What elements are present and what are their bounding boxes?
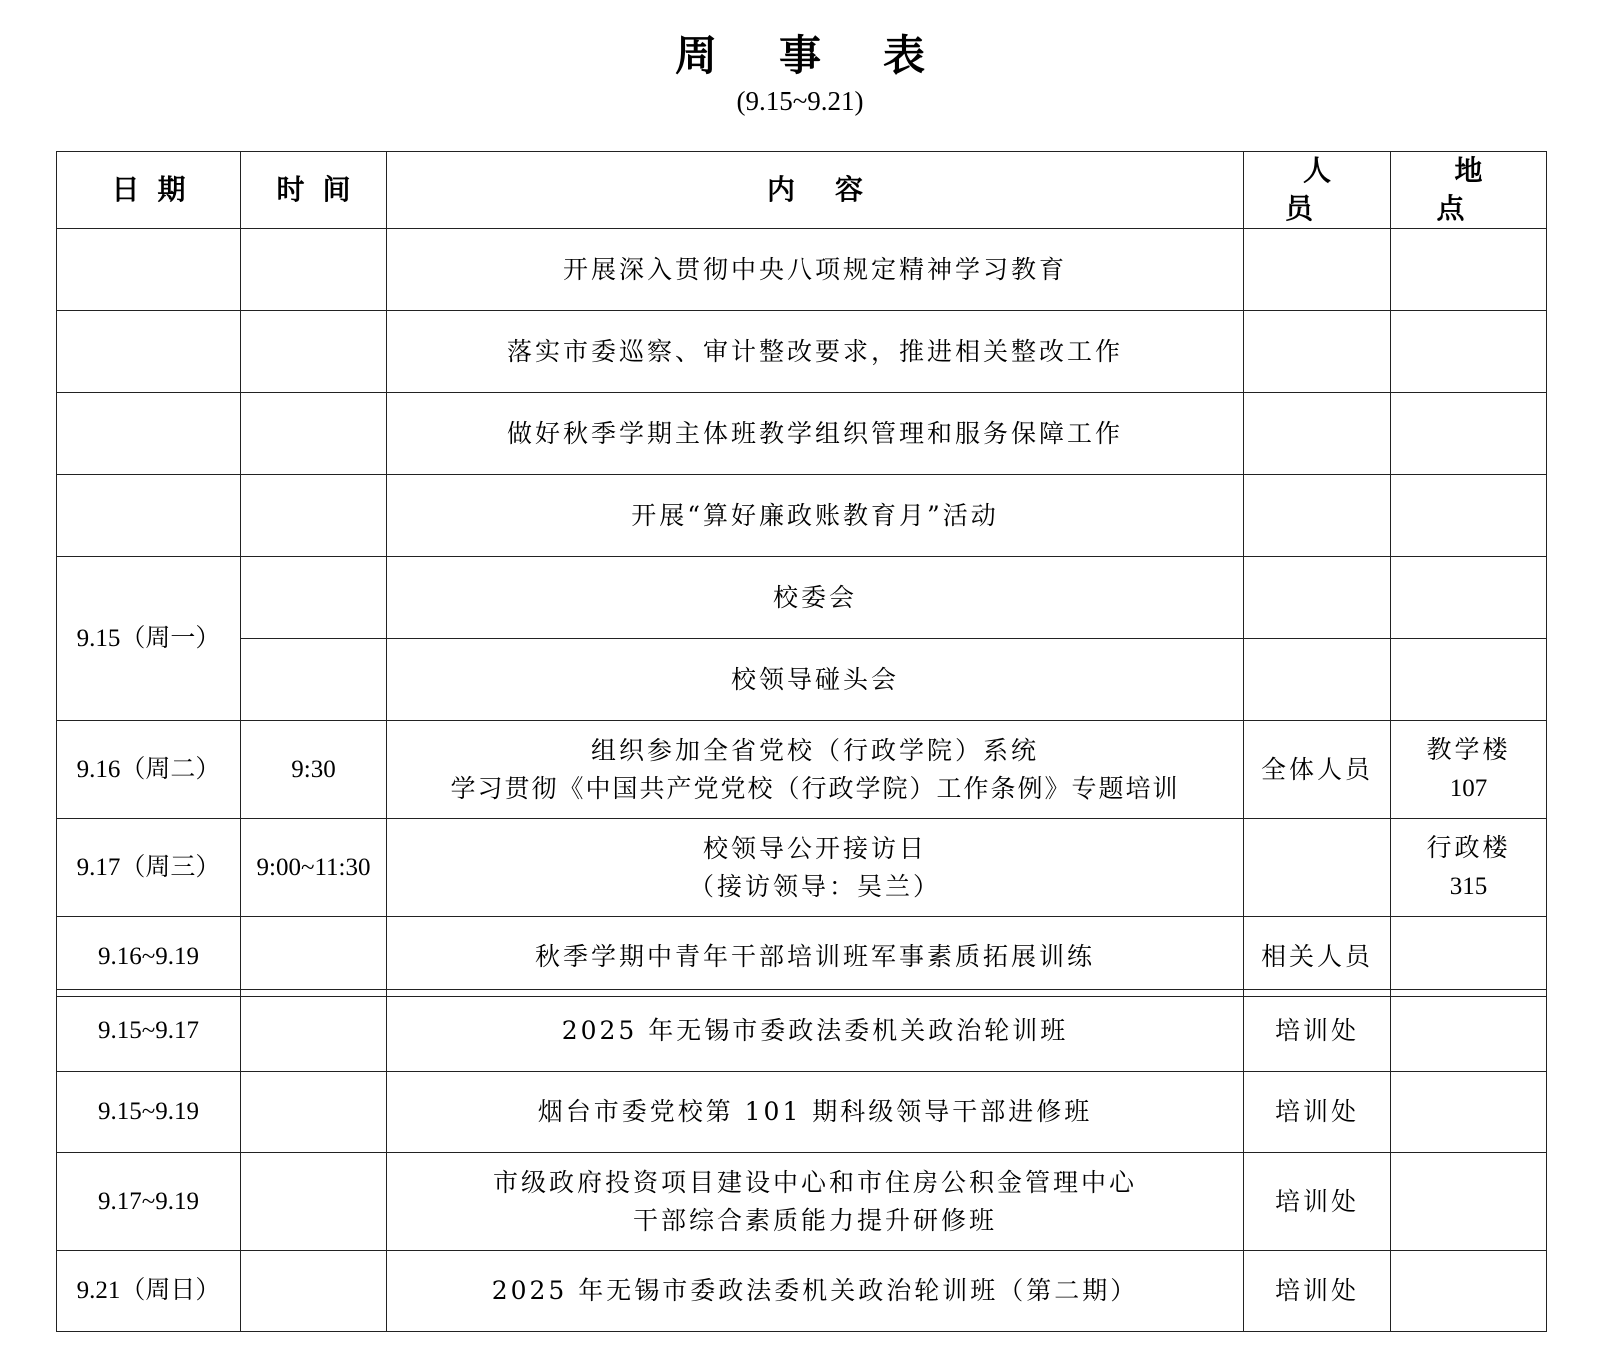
- training-schedule-table: [56, 989, 1547, 1332]
- place-cell: [1391, 475, 1547, 557]
- time-cell: [241, 311, 387, 393]
- time-cell: [241, 639, 387, 721]
- content-line: 校领导公开接访日: [702, 833, 927, 863]
- content-cell: 校领导碰头会: [387, 639, 1244, 721]
- people-cell: [1244, 819, 1391, 917]
- people-cell: 相关人员: [1244, 917, 1391, 997]
- time-cell: [241, 557, 387, 639]
- date-cell: 9.15~9.17: [57, 990, 241, 1072]
- content-cell: 烟台市委党校第 101 期科级领导干部进修班: [387, 1072, 1244, 1153]
- place-cell: [1391, 917, 1547, 997]
- people-cell: 培训处: [1244, 1251, 1391, 1332]
- table-row: [57, 229, 1547, 311]
- time-cell: [241, 475, 387, 557]
- people-cell: [1244, 639, 1391, 721]
- time-cell: [241, 229, 387, 311]
- date-cell: 9.16~9.19: [57, 917, 241, 997]
- table-row: [57, 393, 1547, 475]
- content-cell: 秋季学期中青年干部培训班军事素质拓展训练: [387, 917, 1244, 997]
- date-cell: [57, 229, 241, 311]
- place-cell: [1391, 393, 1547, 475]
- place-line: 107: [1449, 774, 1488, 802]
- weekly-schedule-table: [56, 151, 1547, 997]
- content-cell: 开展“算好廉政账教育月”活动: [387, 475, 1244, 557]
- header-time: 时间: [241, 152, 387, 229]
- place-cell: [1391, 1251, 1547, 1332]
- content-cell: 2025 年无锡市委政法委机关政治轮训班（第二期）: [387, 1251, 1244, 1332]
- place-cell: [1391, 311, 1547, 393]
- time-cell: 9:00~11:30: [241, 819, 387, 917]
- people-cell: [1244, 229, 1391, 311]
- place-cell: [1391, 557, 1547, 639]
- header-row: [57, 152, 1547, 229]
- time-cell: 9:30: [241, 721, 387, 819]
- date-cell: [57, 393, 241, 475]
- place-cell: [1391, 819, 1547, 917]
- table-row: [57, 475, 1547, 557]
- header-date: 日期: [57, 152, 241, 229]
- place-cell: [1391, 990, 1547, 1072]
- header-people: 人员: [1244, 152, 1391, 229]
- table-row: [57, 1072, 1547, 1153]
- date-cell: 9.17~9.19: [57, 1153, 241, 1251]
- page-title: 周事表: [674, 31, 987, 80]
- time-cell: [241, 1072, 387, 1153]
- people-cell: [1244, 557, 1391, 639]
- people-cell: [1244, 393, 1391, 475]
- content-cell: 开展深入贯彻中央八项规定精神学习教育: [387, 229, 1244, 311]
- place-cell: [1391, 639, 1547, 721]
- table-row: [57, 1251, 1547, 1332]
- time-cell: [241, 1251, 387, 1332]
- content-cell: 校委会: [387, 557, 1244, 639]
- place-line: 教学楼: [1426, 736, 1511, 764]
- table-row: [57, 917, 1547, 997]
- content-line: 市级政府投资项目建设中心和市住房公积金管理中心: [492, 1167, 1137, 1197]
- table-row: [57, 990, 1547, 1072]
- content-cell: 做好秋季学期主体班教学组织管理和服务保障工作: [387, 393, 1244, 475]
- place-cell: [1391, 721, 1547, 819]
- content-line: （接访领导：吴兰）: [688, 871, 941, 901]
- table-row: [57, 311, 1547, 393]
- date-range-subtitle: (9.15~9.21): [736, 86, 864, 116]
- content-line: 组织参加全省党校（行政学院）系统: [590, 735, 1039, 765]
- table-row: [57, 557, 1547, 639]
- people-cell: 培训处: [1244, 1072, 1391, 1153]
- table-row: [57, 721, 1547, 819]
- content-line: 干部综合素质能力提升研修班: [632, 1205, 997, 1235]
- content-cell: [387, 721, 1244, 819]
- place-line: 315: [1449, 872, 1488, 900]
- content-cell: [387, 819, 1244, 917]
- date-cell: 9.17（周三）: [57, 819, 241, 917]
- time-cell: [241, 990, 387, 1072]
- date-cell: 9.21（周日）: [57, 1251, 241, 1332]
- place-line: 行政楼: [1426, 834, 1511, 862]
- header-content: 内容: [387, 152, 1244, 229]
- time-cell: [241, 1153, 387, 1251]
- place-cell: [1391, 1072, 1547, 1153]
- people-cell: 培训处: [1244, 1153, 1391, 1251]
- table-row: [57, 1153, 1547, 1251]
- table-row: [57, 639, 1547, 721]
- date-cell: 9.16（周二）: [57, 721, 241, 819]
- people-cell: 培训处: [1244, 990, 1391, 1072]
- date-cell: [57, 475, 241, 557]
- place-cell: [1391, 229, 1547, 311]
- content-cell: [387, 1153, 1244, 1251]
- place-cell: [1391, 1153, 1547, 1251]
- people-cell: [1244, 311, 1391, 393]
- header-place: 地点: [1391, 152, 1547, 229]
- time-cell: [241, 917, 387, 997]
- date-cell: 9.15~9.19: [57, 1072, 241, 1153]
- date-cell: 9.15（周一）: [57, 557, 241, 721]
- content-cell: 2025 年无锡市委政法委机关政治轮训班: [387, 990, 1244, 1072]
- people-cell: [1244, 475, 1391, 557]
- time-cell: [241, 393, 387, 475]
- content-cell: 落实市委巡察、审计整改要求，推进相关整改工作: [387, 311, 1244, 393]
- people-cell: 全体人员: [1244, 721, 1391, 819]
- date-cell: [57, 311, 241, 393]
- content-line: 学习贯彻《中国共产党党校（行政学院）工作条例》专题培训: [450, 773, 1180, 803]
- table-row: [57, 819, 1547, 917]
